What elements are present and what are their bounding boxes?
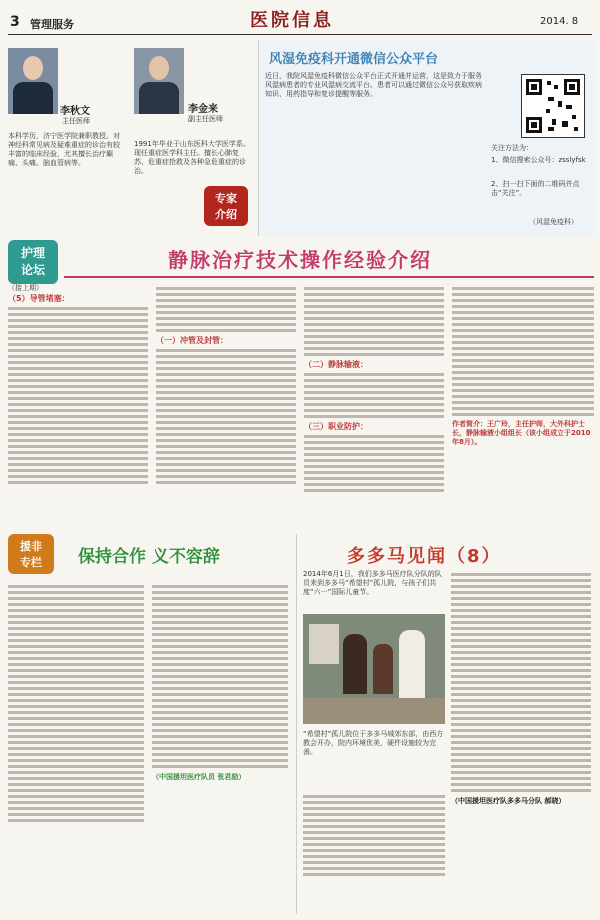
header-rule: [8, 34, 592, 35]
expert-tag-line1: 专家: [215, 192, 237, 205]
nursing-tag-line2: 论坛: [20, 263, 45, 277]
nursing-sub2: （一）冲管及封管：: [156, 336, 228, 345]
cooperation-tag-line2: 专栏: [20, 556, 42, 569]
doctor1-title: 主任医师: [62, 117, 90, 125]
story-title: 多多马见闻（8）: [347, 546, 502, 567]
nursing-tag: [8, 240, 58, 284]
cooperation-tag: [8, 534, 54, 574]
nursing-col4: [452, 284, 594, 528]
story-credit: （中国援坦医疗队多多马分队 郝晓）: [451, 797, 566, 805]
expert-section: [8, 40, 252, 236]
nursing-author: 作者简介：王广玲，主任护师，大外科护士长，静脉输液小组组长（该小组成立于2010年8月）。: [452, 420, 591, 446]
cooperation-credit: （中国援坦医疗队员 张君励）: [152, 773, 246, 781]
doctor2-name: 李金来: [188, 104, 218, 115]
doctor2-bio: 1991年毕业于山东医科大学医学系。现任重症医学科主任。擅长心肺复苏、危重症抢救及各种急危重症的诊治。: [134, 140, 250, 175]
masthead-logo: 医院信息: [250, 10, 334, 31]
issue-date: 2014. 8: [540, 16, 579, 27]
nursing-title-rule: [64, 276, 594, 278]
nursing-sub4: （三）职业防护：: [304, 422, 368, 431]
doctor1-bio: 本科学历，济宁医学院兼职教授。对神经科常见病及疑难重症的诊治有较丰富的临床经验，尤其擅长治疗癫痫、头痛、脑血管病等。: [8, 132, 120, 167]
cooperation-tag-line1: 援非: [20, 540, 42, 553]
wechat-title: 风湿免疫科开通微信公众平台: [269, 52, 439, 67]
wechat-follow-label: 关注方法为：: [491, 144, 533, 152]
doctor2-title: 副主任医师: [188, 115, 223, 123]
qr-code-icon: [522, 75, 584, 137]
expert-tag: [204, 186, 248, 226]
story-intro: 2014年6月1日，我们多多马医疗队分队的队员来到多多马“希望村”孤儿院，与孩子们共度“六一”国际儿童节。: [303, 570, 442, 596]
doctor1-name: 李秋文: [60, 106, 90, 117]
story-caption: “希望村”孤儿院位于多多马城郊东部，由西方教会开办，院内环境优美，硬件设施较为完善。: [303, 730, 444, 756]
nursing-title: 静脉治疗技术操作经验介绍: [168, 248, 432, 272]
nursing-col1: [8, 284, 148, 528]
wechat-step1: 1、微信搜索公众号：zsslyfsk: [491, 156, 586, 164]
doctor1-photo: [8, 48, 58, 114]
wechat-body: 近日，我院风湿免疫科微信公众平台正式开通并运营，这是致力于服务风湿病患者的专业风湿病交流平台。患者可以通过微信公众号获取疾病知识、用药指导和复诊提醒等服务。: [265, 72, 482, 98]
cooperation-col1: [8, 582, 144, 912]
doctor2-photo: [134, 48, 184, 114]
nursing-tag-line1: 护理: [20, 246, 45, 260]
section-label: 管理服务: [30, 18, 74, 31]
nursing-section: [8, 240, 594, 530]
story-col2-text: [451, 570, 591, 912]
nursing-sub1: （5）导管堵塞：: [8, 294, 70, 303]
nursing-continued: （接上期）: [8, 284, 43, 292]
qr-code: [521, 74, 585, 138]
story-col1-text: [303, 792, 445, 912]
cooperation-title: 保持合作 义不容辞: [78, 547, 220, 567]
wechat-section: [258, 40, 595, 236]
nursing-col2: [156, 284, 296, 528]
cooperation-section: [8, 534, 290, 914]
nursing-col3: [304, 284, 444, 528]
wechat-step2: 2、扫一扫下面的二维码并点击“关注”。: [491, 180, 580, 197]
page-number: 3: [10, 14, 20, 30]
cooperation-col2: [152, 582, 288, 912]
story-section: [296, 534, 595, 914]
wechat-credit: （风湿免疫科）: [529, 218, 578, 226]
expert-tag-line2: 介绍: [215, 208, 237, 221]
nursing-sub3: （二）静脉输液：: [304, 360, 368, 369]
orphanage-photo: [303, 614, 445, 724]
page-header: [0, 0, 600, 36]
